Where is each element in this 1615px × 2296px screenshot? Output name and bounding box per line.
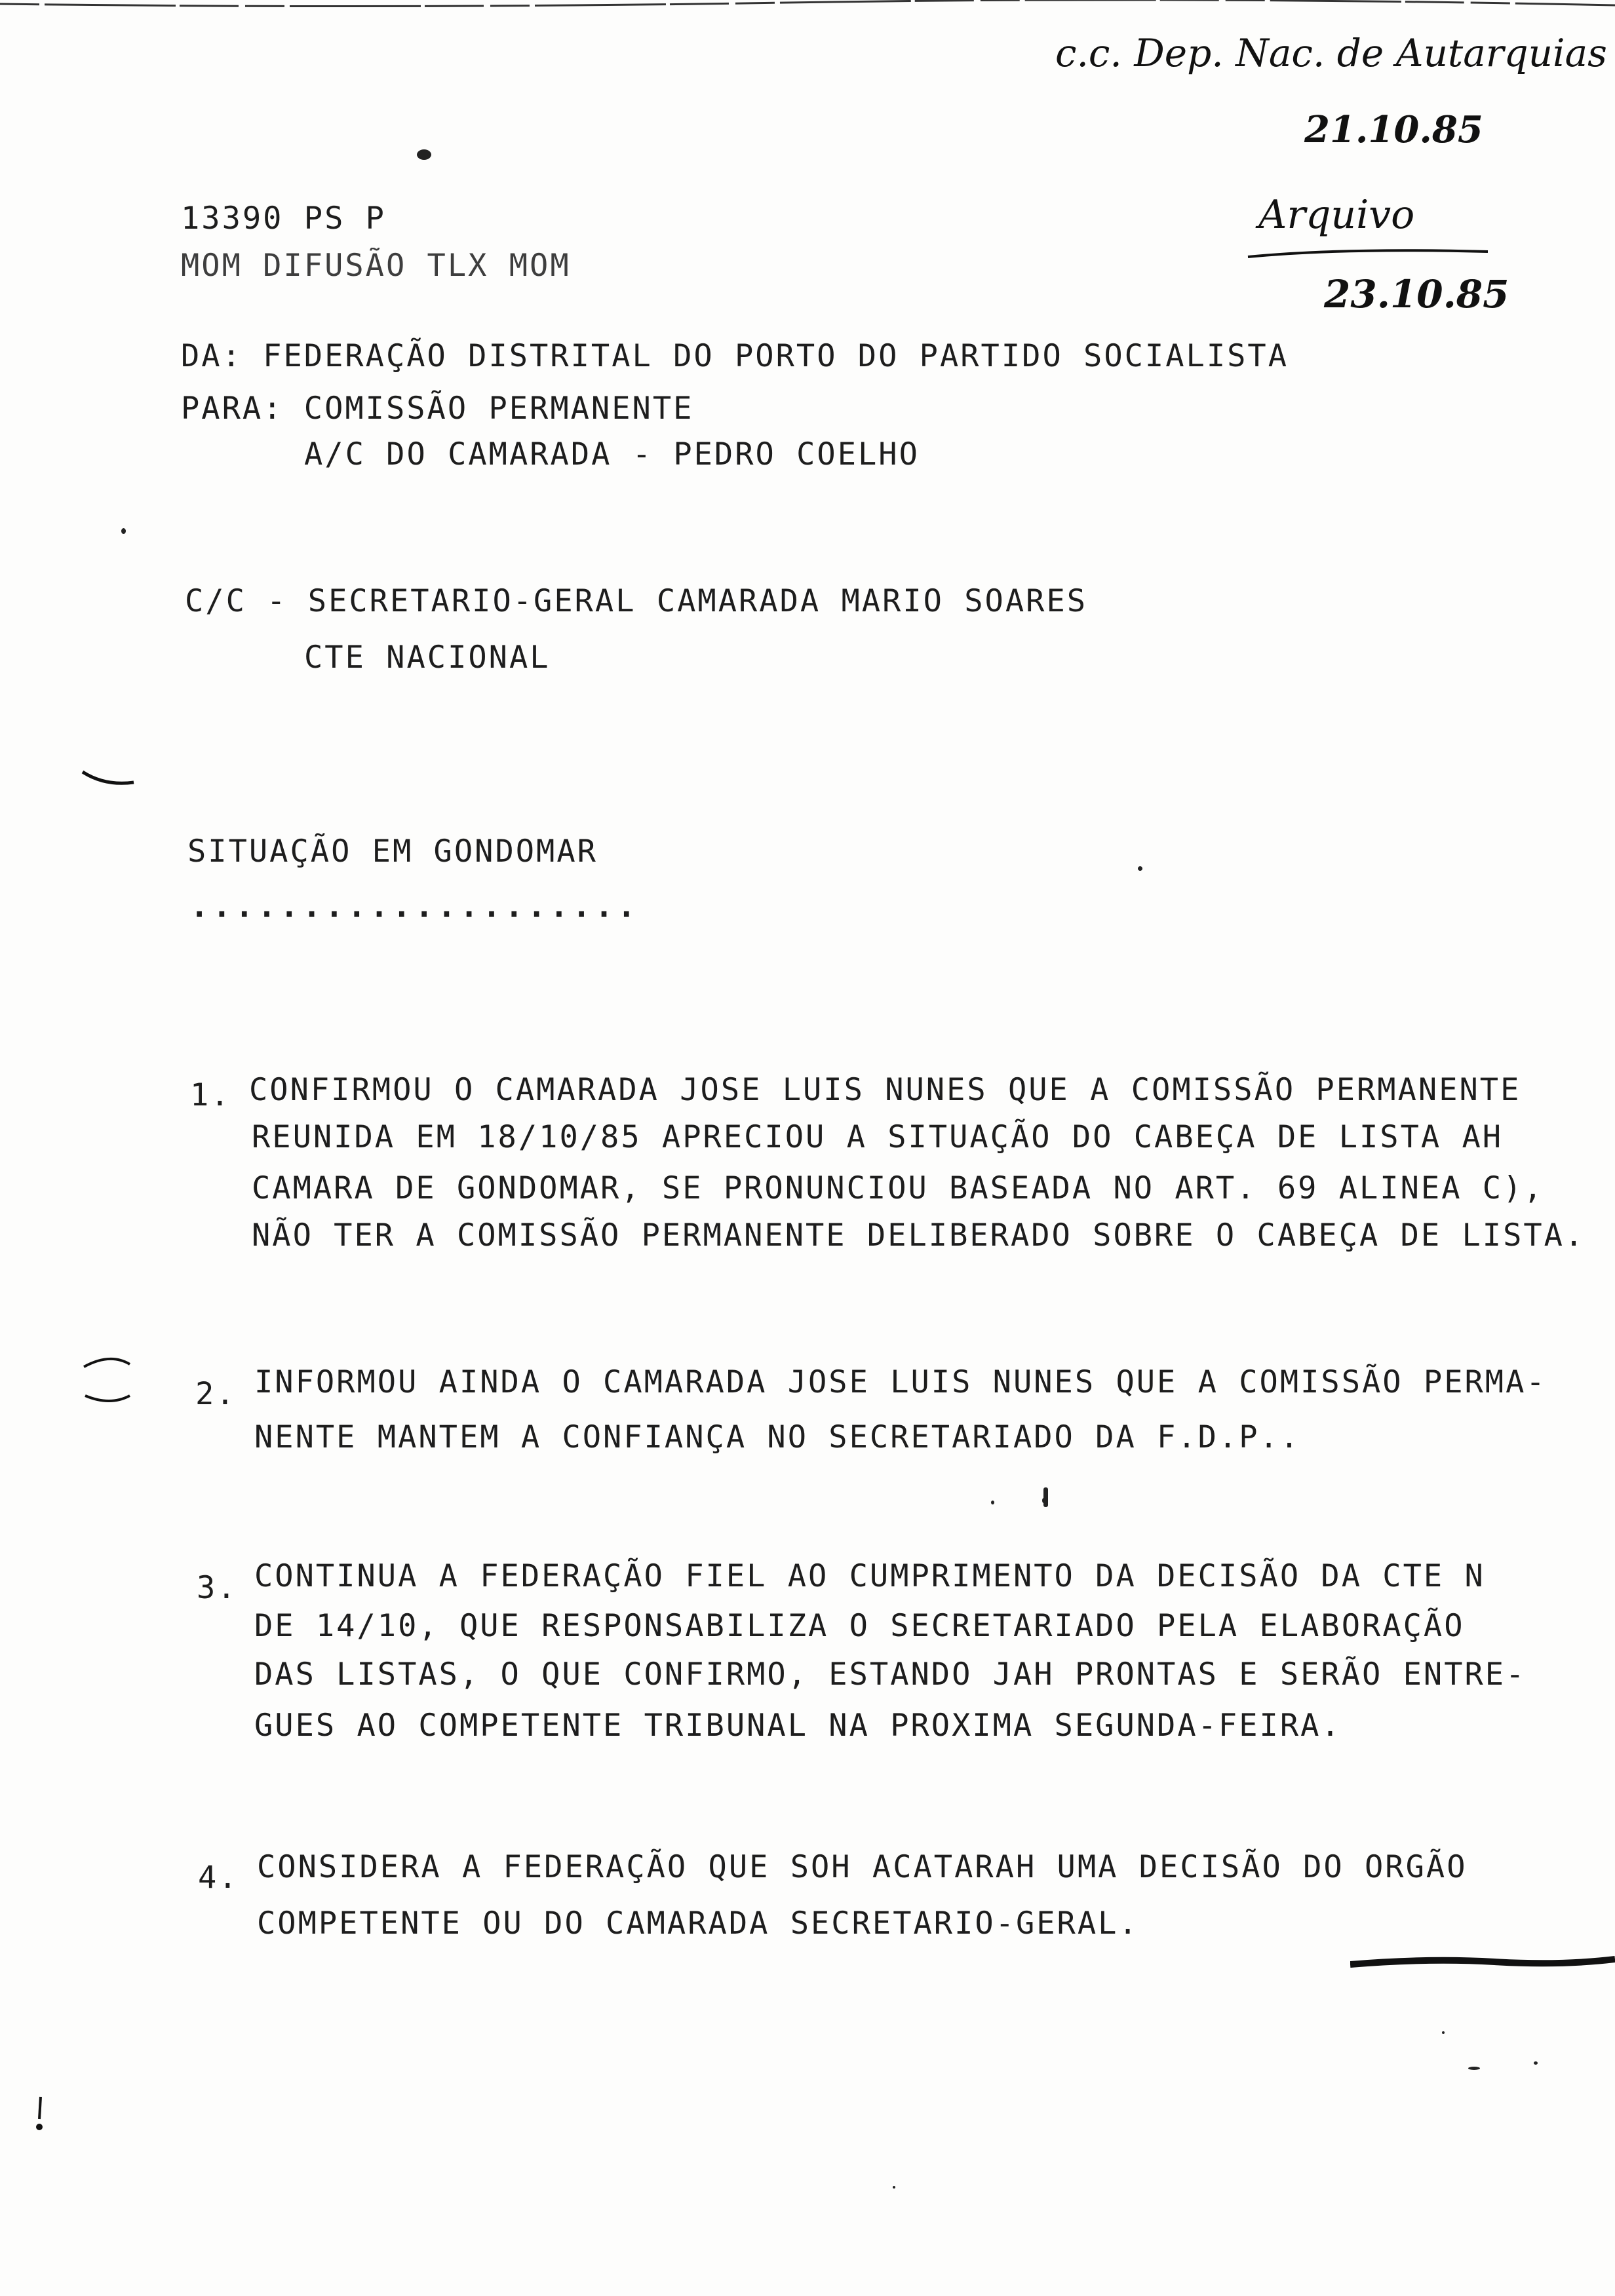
speck <box>893 2186 895 2189</box>
speck <box>1468 2067 1480 2070</box>
item-line: NÃO TER A COMISSÃO PERMANENTE DELIBERADO SOBRE O CABEÇA DE LISTA. <box>252 1217 1586 1253</box>
item-number: 1. <box>190 1077 231 1113</box>
signature-underline <box>1245 242 1494 262</box>
item-line: CONTINUA A FEDERAÇÃO FIEL AO CUMPRIMENTO DA DECISÃO DA CTE N <box>254 1558 1485 1594</box>
archived-signature: Arquivo <box>1258 192 1415 238</box>
speck <box>991 1501 994 1504</box>
item-line: DE 14/10, QUE RESPONSABILIZA O SECRETARIADO PELA ELABORAÇÃO <box>254 1608 1465 1644</box>
subject-dotted-rule: .................... <box>190 889 640 925</box>
item-line: CAMARA DE GONDOMAR, SE PRONUNCIOU BASEADA NO ART. 69 ALINEA C), <box>252 1170 1544 1206</box>
margin-mark <box>34 2094 47 2140</box>
item-line: DAS LISTAS, O QUE CONFIRMO, ESTANDO JAH PRONTAS E SERÃO ENTRE- <box>254 1656 1527 1693</box>
speck <box>1442 2031 1445 2034</box>
subject-title: SITUAÇÃO EM GONDOMAR <box>187 833 598 870</box>
telex-reference: 13390 PS P <box>181 201 386 237</box>
item-line: REUNIDA EM 18/10/85 APRECIOU A SITUAÇÃO DO CABEÇA DE LISTA AH <box>252 1119 1504 1155</box>
punch-hole-mark <box>77 1350 136 1409</box>
speck <box>121 528 126 534</box>
speck <box>1043 1487 1048 1507</box>
handwritten-cc-note: c.c. Dep. Nac. de Autarquias <box>1055 31 1607 75</box>
torn-edge-mark <box>1350 1950 1615 1976</box>
handwritten-cc-date: 21.10.85 <box>1304 108 1483 151</box>
item-line: CONFIRMOU O CAMARADA JOSE LUIS NUNES QUE A COMISSÃO PERMANENTE <box>249 1072 1521 1108</box>
item-number: 3. <box>197 1570 238 1606</box>
cc-line-2: CTE NACIONAL <box>304 640 551 676</box>
cc-line: C/C - SECRETARIO-GERAL CAMARADA MARIO SOARES <box>185 583 1088 619</box>
item-number: 4. <box>198 1860 239 1896</box>
to-line: PARA: COMISSÃO PERMANENTE <box>181 391 694 427</box>
scan-edge-top <box>0 0 1615 16</box>
stamp-mark <box>417 149 431 160</box>
item-line: COMPETENTE OU DO CAMARADA SECRETARIO-GERAL. <box>257 1905 1139 1942</box>
item-line: INFORMOU AINDA O CAMARADA JOSE LUIS NUNES QUE A COMISSÃO PERMA- <box>254 1364 1547 1400</box>
from-line: DA: FEDERAÇÃO DISTRITAL DO PORTO DO PARTIDO SOCIALISTA <box>181 338 1289 374</box>
item-line: GUES AO COMPETENTE TRIBUNAL NA PROXIMA SEGUNDA-FEIRA. <box>254 1708 1342 1744</box>
speck <box>1534 2061 1538 2065</box>
telex-distribution: MOM DIFUSÃO TLX MOM <box>181 248 571 284</box>
speck <box>1138 866 1142 871</box>
attention-line: A/C DO CAMARADA - PEDRO COELHO <box>304 436 920 472</box>
item-number: 2. <box>195 1376 237 1412</box>
handwritten-archived-date: 23.10.85 <box>1324 272 1509 316</box>
item-line: CONSIDERA A FEDERAÇÃO QUE SOH ACATARAH UMA DECISÃO DO ORGÃO <box>257 1849 1468 1885</box>
item-line: NENTE MANTEM A CONFIANÇA NO SECRETARIADO DA F.D.P.. <box>254 1419 1301 1455</box>
punch-hole-mark <box>79 767 138 793</box>
